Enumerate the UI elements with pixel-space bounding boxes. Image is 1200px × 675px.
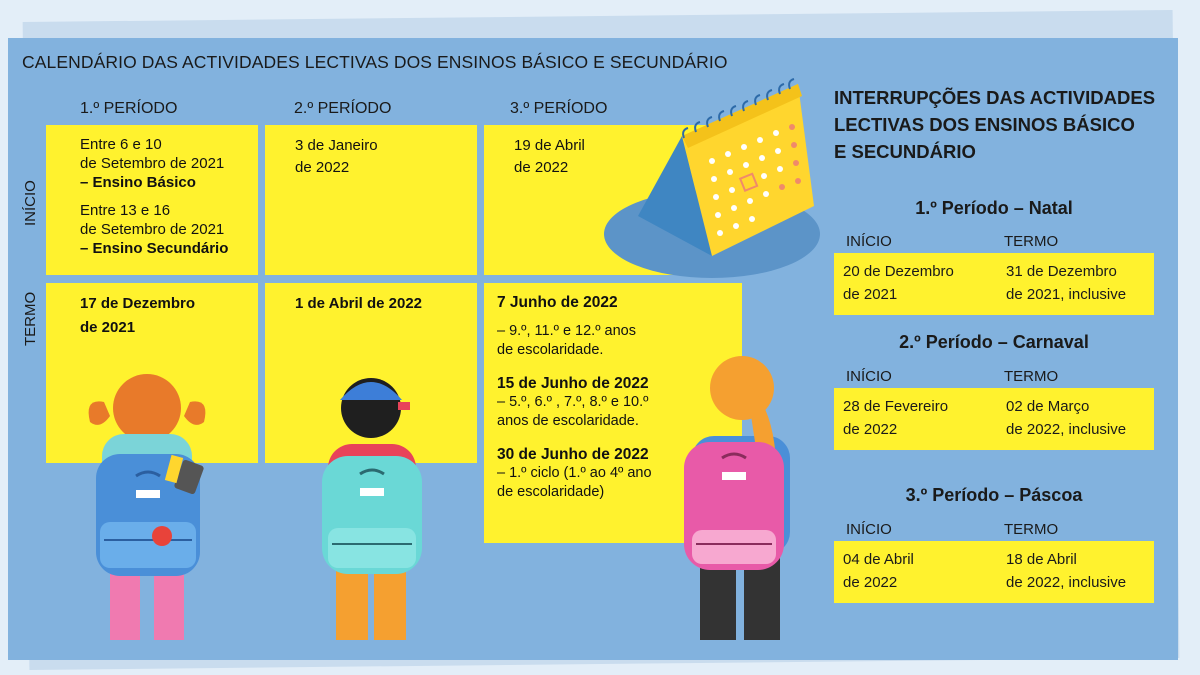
column-header-period-1: 1.º PERÍODO xyxy=(80,100,178,117)
interruption-start-label: INÍCIO xyxy=(846,521,892,538)
desk-calendar-illustration xyxy=(600,66,830,286)
interruptions-title-line: LECTIVAS DOS ENSINOS BÁSICO xyxy=(834,114,1135,135)
interruption-period-carnaval: 2.º Período – Carnaval xyxy=(899,332,1089,352)
value-line: de 2022 xyxy=(843,421,898,438)
interruption-end-value xyxy=(1006,395,1126,441)
cell-inicio-period-2 xyxy=(265,125,477,275)
cell-text: 19 de Abril xyxy=(514,137,585,154)
interruption-period-natal: 1.º Período – Natal xyxy=(915,198,1073,218)
cell-text: Entre 13 e 16 xyxy=(80,202,171,219)
cell-text: de 2022 xyxy=(295,159,350,176)
cell-inicio-period-1 xyxy=(46,125,258,275)
interruption-period-pascoa: 3.º Período – Páscoa xyxy=(905,485,1083,505)
column-header-period-3: 3.º PERÍODO xyxy=(510,100,608,117)
cell-text: de escolaridade. xyxy=(497,342,604,358)
cell-text: de Setembro de 2021 xyxy=(80,155,225,172)
student-blue-cap-illustration xyxy=(306,372,436,640)
interruption-end-label: TERMO xyxy=(1004,368,1059,385)
value-line: de 2022, inclusive xyxy=(1006,574,1127,591)
interruption-start-value xyxy=(843,260,954,306)
value-line: de 2022 xyxy=(843,574,898,591)
cell-text: – 9.º, 11.º e 12.º anos xyxy=(497,323,636,339)
cell-text: 15 de Junho de 2022 xyxy=(497,375,649,392)
value-line: de 2021, inclusive xyxy=(1006,286,1127,303)
cell-text: – Ensino Básico xyxy=(80,174,196,191)
interruption-end-value xyxy=(1006,260,1126,306)
interruptions-title-line: INTERRUPÇÕES DAS ACTIVIDADES xyxy=(834,87,1156,108)
value-line: 31 de Dezembro xyxy=(1006,263,1117,280)
row-label-termo: TERMO xyxy=(22,291,39,346)
interruption-end-label: TERMO xyxy=(1004,233,1059,250)
cell-text: 30 de Junho de 2022 xyxy=(497,446,649,463)
value-line: 28 de Fevereiro xyxy=(843,398,949,415)
interruption-end-label: TERMO xyxy=(1004,521,1059,538)
row-label-inicio: INÍCIO xyxy=(22,180,39,226)
cell-text: – Ensino Secundário xyxy=(80,240,229,257)
interruption-start-label: INÍCIO xyxy=(846,233,892,250)
cell-text: 3 de Janeiro xyxy=(295,137,378,154)
main-title: CALENDÁRIO DAS ACTIVIDADES LECTIVAS DOS ENSINOS BÁSICO E SECUNDÁRIO xyxy=(22,52,728,72)
cell-text: 7 Junho de 2022 xyxy=(497,294,618,311)
cell-text: 17 de Dezembro xyxy=(80,295,196,312)
student-long-hair-illustration xyxy=(676,352,806,640)
cell-text: de 2021 xyxy=(80,319,136,336)
cell-text: de 2022 xyxy=(514,159,569,176)
student-orange-hair-illustration xyxy=(82,372,212,640)
value-line: de 2021 xyxy=(843,286,898,303)
value-line: 02 de Março xyxy=(1006,398,1090,415)
column-header-period-2: 2.º PERÍODO xyxy=(294,100,392,117)
interruption-start-value xyxy=(843,548,914,594)
cell-text: de Setembro de 2021 xyxy=(80,221,225,238)
value-line: 20 de Dezembro xyxy=(843,263,954,280)
cell-text: – 1.º ciclo (1.º ao 4º ano xyxy=(497,465,652,481)
value-line: de 2022, inclusive xyxy=(1006,421,1127,438)
interruption-start-label: INÍCIO xyxy=(846,368,892,385)
cell-text: anos de escolaridade. xyxy=(497,413,639,429)
value-line: 04 de Abril xyxy=(843,551,914,568)
interruption-start-value xyxy=(843,395,948,441)
interruption-end-value xyxy=(1006,548,1126,594)
cell-text: – 5.º, 6.º , 7.º, 8.º e 10.º xyxy=(497,394,649,410)
cell-text: 1 de Abril de 2022 xyxy=(295,295,423,312)
interruptions-title xyxy=(834,84,1174,165)
interruptions-title-line: E SECUNDÁRIO xyxy=(834,141,976,162)
value-line: 18 de Abril xyxy=(1006,551,1077,568)
cell-text: de escolaridade) xyxy=(497,484,605,500)
cell-text: Entre 6 e 10 xyxy=(80,136,162,153)
